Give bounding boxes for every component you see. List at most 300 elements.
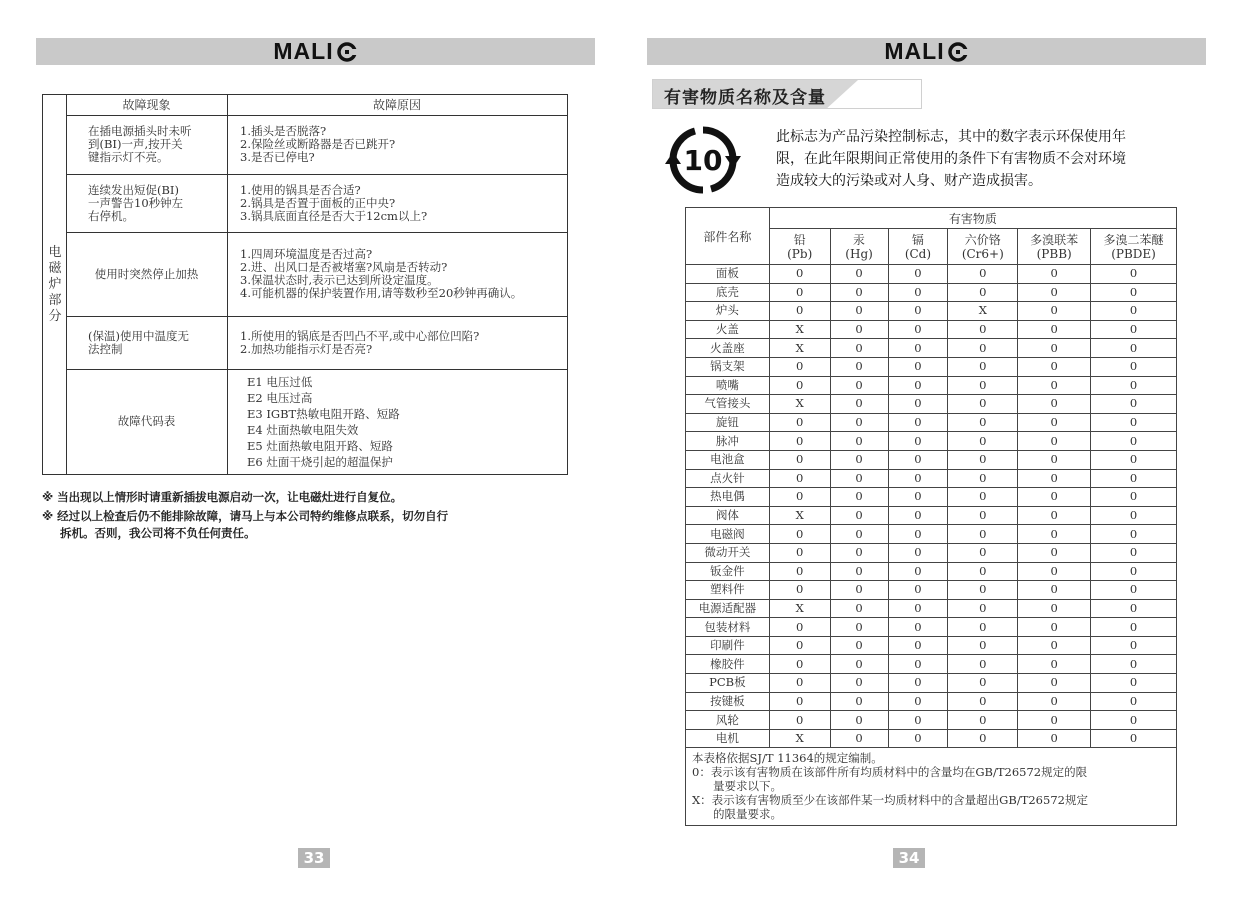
footnote-line: 本表格依据SJ/T 11364的规定编制。 [692, 751, 883, 766]
substance-value: 0 [830, 636, 888, 655]
fault-cause-line: E3 IGBT热敏电阻开路、短路 [247, 406, 400, 421]
substance-value: 0 [1018, 711, 1091, 730]
substance-value: 0 [1018, 265, 1091, 284]
brand-name: MALI [273, 38, 334, 64]
substance-value: 0 [830, 283, 888, 302]
substance-value: 0 [830, 320, 888, 339]
substance-value: 0 [769, 265, 830, 284]
substance-value: 0 [769, 711, 830, 730]
substance-value: 0 [769, 636, 830, 655]
substance-value: 0 [888, 692, 948, 711]
footnote-line: 0：表示该有害物质在该部件所有均质材料中的含量均在GB/T26572规定的限 [692, 765, 1088, 780]
substance-value: 0 [1018, 562, 1091, 581]
substance-value: 0 [1091, 729, 1177, 748]
intro-line: 限，在此年限期间正常使用的条件下有害物质不会对环境 [776, 151, 1126, 167]
fault-table [42, 94, 568, 475]
substance-value: 0 [948, 711, 1018, 730]
substance-value: 0 [1091, 618, 1177, 637]
substance-value: 0 [1091, 488, 1177, 507]
substance-value: 0 [830, 674, 888, 693]
substance-value: 0 [830, 562, 888, 581]
side-label-char: 电 [48, 244, 62, 260]
substance-value: 0 [948, 729, 1018, 748]
substance-header [769, 229, 830, 265]
table-row [686, 692, 1177, 711]
substance-value: 0 [769, 655, 830, 674]
substance-value: 0 [888, 618, 948, 637]
substance-value: 0 [1018, 376, 1091, 395]
table-footnotes [686, 748, 1177, 826]
substance-value: 0 [888, 655, 948, 674]
substance-value: 0 [888, 525, 948, 544]
substance-value: 0 [948, 376, 1018, 395]
substance-value: 0 [948, 265, 1018, 284]
page-number-right: 34 [893, 848, 925, 868]
substance-value: 0 [1091, 265, 1177, 284]
table-row [686, 450, 1177, 469]
substance-value: 0 [769, 376, 830, 395]
fault-cause-line: E6 灶面干烧引起的超温保护 [247, 454, 393, 469]
substance-value: 0 [1018, 636, 1091, 655]
brand-logo [884, 38, 968, 65]
table-row [686, 395, 1177, 414]
substance-value: 0 [1091, 283, 1177, 302]
substance-value: 0 [830, 450, 888, 469]
substance-value: 0 [1018, 357, 1091, 376]
table-row [686, 302, 1177, 321]
substance-symbol: (Cd) [904, 246, 932, 261]
part-name: 炉头 [686, 302, 770, 321]
substance-value: 0 [769, 692, 830, 711]
part-name: 气管接头 [686, 395, 770, 414]
section-side-label [43, 95, 66, 474]
table-row [686, 432, 1177, 451]
substance-value: 0 [888, 711, 948, 730]
substance-value: 0 [830, 339, 888, 358]
substance-value: X [769, 395, 830, 414]
substance-name: 多溴联苯 [1030, 232, 1079, 247]
part-name: 电磁阀 [686, 525, 770, 544]
substance-value: 0 [1091, 339, 1177, 358]
substance-value: 0 [769, 488, 830, 507]
substance-header [1091, 229, 1177, 265]
part-name: 电池盒 [686, 450, 770, 469]
substance-value: 0 [830, 692, 888, 711]
fault-cause-line: 1.四周环境温度是否过高? [240, 247, 373, 261]
intro-text [776, 126, 1171, 192]
substance-value: 0 [830, 543, 888, 562]
fault-cause [240, 232, 570, 316]
substance-value: 0 [1091, 581, 1177, 600]
substance-value: 0 [769, 469, 830, 488]
substance-value: 0 [1018, 581, 1091, 600]
substance-value: 0 [769, 525, 830, 544]
substance-value: 0 [769, 674, 830, 693]
substance-value: 0 [888, 636, 948, 655]
table-row [686, 488, 1177, 507]
note-2: ※ 经过以上检查后仍不能排除故障，请马上与本公司特约维修点联系，切勿自行 [42, 509, 449, 523]
footnote-line-cont: 的限量要求。 [713, 807, 782, 822]
substance-value: 0 [769, 432, 830, 451]
substance-value: 0 [948, 599, 1018, 618]
part-name: 电源适配器 [686, 599, 770, 618]
substance-value: 0 [1091, 376, 1177, 395]
part-name: 橡胶件 [686, 655, 770, 674]
substance-value: 0 [948, 618, 1018, 637]
substance-value: 0 [1091, 302, 1177, 321]
table-row [686, 636, 1177, 655]
fault-cause [247, 369, 577, 474]
brand-mark-icon [947, 41, 969, 63]
substance-value: 0 [1018, 655, 1091, 674]
fault-cause-line: 3.保温状态时,表示已达到所设定温度。 [240, 273, 439, 287]
table-row [686, 543, 1177, 562]
part-name-header: 部件名称 [686, 208, 770, 265]
side-label-char: 部 [48, 292, 62, 308]
substance-value: 0 [948, 692, 1018, 711]
fault-phenomenon-line: 连续发出短促(BI) [88, 182, 179, 197]
substance-value: 0 [1091, 636, 1177, 655]
substance-value: 0 [830, 432, 888, 451]
fault-phenomenon-line: 到(BI)一声,按开关 [88, 137, 183, 151]
substance-value: 0 [830, 357, 888, 376]
brand-name: MALI [884, 38, 945, 64]
substance-value: 0 [830, 469, 888, 488]
fault-cause-line: E2 电压过高 [247, 390, 313, 405]
substance-value: 0 [1091, 320, 1177, 339]
substance-value: 0 [1018, 339, 1091, 358]
substance-value: 0 [888, 432, 948, 451]
table-row [686, 581, 1177, 600]
substance-value: 0 [1018, 599, 1091, 618]
substance-name: 镉 [911, 232, 924, 247]
intro-line: 造成较大的污染或对人身、财产造成损害。 [776, 173, 1042, 189]
part-name: 钣金件 [686, 562, 770, 581]
substance-value: 0 [888, 395, 948, 414]
fault-cause-line: 3.是否已停电? [240, 150, 315, 164]
substance-value: 0 [888, 506, 948, 525]
substance-value: 0 [830, 655, 888, 674]
table-row [686, 599, 1177, 618]
part-name: 风轮 [686, 711, 770, 730]
footnote-line-cont: 量要求以下。 [713, 779, 782, 794]
brand-logo [273, 38, 357, 65]
table-row [686, 711, 1177, 730]
substance-value: 0 [888, 543, 948, 562]
substance-value: 0 [1091, 469, 1177, 488]
substance-symbol: (Hg) [845, 246, 873, 261]
substance-value: 0 [830, 599, 888, 618]
substance-value: 0 [1018, 692, 1091, 711]
part-name: 印刷件 [686, 636, 770, 655]
substance-value: 0 [1018, 413, 1091, 432]
substance-value: 0 [1091, 692, 1177, 711]
part-name: 点火针 [686, 469, 770, 488]
side-label-char: 磁 [48, 260, 62, 276]
substance-symbol: (Pb) [787, 246, 813, 261]
part-name: 微动开关 [686, 543, 770, 562]
part-name: 旋钮 [686, 413, 770, 432]
fault-phenomenon-line: 法控制 [88, 341, 123, 356]
fault-phenomenon [66, 369, 227, 474]
substance-value: 0 [1018, 674, 1091, 693]
substance-value: 0 [769, 543, 830, 562]
footnote-line: X：表示该有害物质至少在该部件某一均质材料中的含量超出GB/T26572规定 [692, 793, 1088, 808]
fault-cause [240, 174, 570, 232]
substance-value: 0 [888, 320, 948, 339]
substance-value: 0 [948, 655, 1018, 674]
substance-value: 0 [1091, 432, 1177, 451]
part-name: 喷嘴 [686, 376, 770, 395]
substance-value: 0 [948, 581, 1018, 600]
substance-value: 0 [1091, 413, 1177, 432]
substance-value: 0 [1091, 450, 1177, 469]
substance-value: 0 [1091, 506, 1177, 525]
substance-name: 六价铬 [964, 232, 1001, 247]
substance-value: X [769, 506, 830, 525]
substance-value: 0 [1018, 450, 1091, 469]
substance-value: 0 [948, 320, 1018, 339]
substance-value: 0 [1018, 618, 1091, 637]
fault-cause-line: 1.所使用的锅底是否凹凸不平,或中心部位凹陷? [240, 328, 480, 343]
table-row [686, 413, 1177, 432]
substance-value: 0 [948, 543, 1018, 562]
brand-mark-icon [336, 41, 358, 63]
section-title-tag [652, 79, 922, 109]
fault-phenomenon-line: 一声警告10秒钟左 [88, 195, 184, 210]
side-label-text [49, 245, 61, 325]
table-row [686, 618, 1177, 637]
substance-value: 0 [1018, 432, 1091, 451]
substance-value: 0 [769, 581, 830, 600]
pollution-control-logo-icon [665, 126, 741, 194]
substance-value: 0 [888, 265, 948, 284]
fault-cause-line: E4 灶面热敏电阻失效 [247, 422, 359, 437]
fault-cause-line: 1.使用的锅具是否合适? [240, 182, 361, 197]
fault-cause-line: 2.保险丝或断路器是否已跳开? [240, 137, 396, 151]
substance-value: 0 [830, 488, 888, 507]
fault-phenomenon [66, 174, 227, 232]
table-row [686, 655, 1177, 674]
side-label-char: 分 [48, 308, 62, 324]
substance-value: 0 [888, 357, 948, 376]
fault-cause [240, 115, 570, 174]
substance-value: 0 [1018, 469, 1091, 488]
substance-value: 0 [948, 506, 1018, 525]
substance-value: 0 [888, 599, 948, 618]
substance-value: 0 [830, 302, 888, 321]
note-1: ※ 当出现以上情形时请重新插拔电源启动一次，让电磁灶进行自复位。 [42, 490, 403, 504]
substance-value: 0 [948, 525, 1018, 544]
substance-value: 0 [948, 357, 1018, 376]
substance-value: 0 [1091, 674, 1177, 693]
page-number-left: 33 [298, 848, 330, 868]
header-cause: 故障原因 [372, 98, 421, 112]
fault-phenomenon-line: 右停机。 [88, 208, 134, 223]
fault-cause-line: 4.可能机器的保护装置作用,请等数秒至20秒钟再确认。 [240, 286, 523, 300]
note-2-cont: 拆机。否则，我公司将不负任何责任。 [60, 526, 256, 540]
substance-value: 0 [1018, 543, 1091, 562]
substance-value: 0 [948, 413, 1018, 432]
part-name: PCB板 [686, 674, 770, 693]
substance-value: 0 [1018, 283, 1091, 302]
substance-value: 0 [769, 562, 830, 581]
substance-value: 0 [948, 469, 1018, 488]
fault-phenomenon-line: (保温)使用中温度无 [88, 328, 189, 343]
substance-header [830, 229, 888, 265]
substance-value: 0 [948, 339, 1018, 358]
substance-value: 0 [1018, 488, 1091, 507]
substance-value: 0 [1091, 357, 1177, 376]
substance-value: 0 [830, 711, 888, 730]
substance-value: 0 [830, 376, 888, 395]
fault-phenomenon-line: 故障代码表 [117, 414, 176, 428]
substance-header [888, 229, 948, 265]
fault-cause-line: 2.锅具是否置于面板的正中央? [240, 195, 396, 210]
substance-value: 0 [1018, 395, 1091, 414]
substance-value: 0 [830, 395, 888, 414]
substance-header [1018, 229, 1091, 265]
substance-value: 0 [830, 413, 888, 432]
substance-value: 0 [888, 562, 948, 581]
substance-value: 0 [830, 729, 888, 748]
substance-value: 0 [948, 283, 1018, 302]
substance-value: X [948, 302, 1018, 321]
header-phenomenon: 故障现象 [122, 98, 171, 112]
substance-value: 0 [830, 618, 888, 637]
substance-value: X [769, 599, 830, 618]
fault-phenomenon [66, 316, 227, 369]
substance-value: 0 [830, 581, 888, 600]
substance-value: 0 [769, 357, 830, 376]
fault-phenomenon-line: 使用时突然停止加热 [94, 266, 199, 281]
substance-value: 0 [1018, 729, 1091, 748]
part-name: 热电偶 [686, 488, 770, 507]
substance-value: X [769, 339, 830, 358]
substance-value: 0 [948, 636, 1018, 655]
table-row [686, 376, 1177, 395]
substance-value: 0 [888, 283, 948, 302]
substance-value: 0 [830, 265, 888, 284]
fault-cause-line: 2.进、出风口是否被堵塞?风扇是否转动? [240, 260, 448, 274]
part-name: 火盖 [686, 320, 770, 339]
part-name: 底壳 [686, 283, 770, 302]
part-name: 电机 [686, 729, 770, 748]
substance-value: 0 [948, 432, 1018, 451]
fault-cause [240, 316, 570, 369]
fault-cause-line: 2.加热功能指示灯是否亮? [240, 341, 373, 356]
substance-value: 0 [888, 581, 948, 600]
substance-value: 0 [1018, 525, 1091, 544]
part-name: 锅支架 [686, 357, 770, 376]
substance-name: 汞 [853, 232, 866, 247]
substance-value: 0 [888, 469, 948, 488]
substance-value: 0 [1091, 395, 1177, 414]
substance-value: 0 [1091, 655, 1177, 674]
table-row [686, 525, 1177, 544]
table-row [686, 729, 1177, 748]
table-row [686, 469, 1177, 488]
substance-value: 0 [888, 488, 948, 507]
hazardous-substance-table [685, 207, 1177, 826]
substance-header [948, 229, 1018, 265]
part-name: 脉冲 [686, 432, 770, 451]
substance-value: 0 [1018, 320, 1091, 339]
substance-value: 0 [888, 302, 948, 321]
substance-symbol: (PBDE) [1111, 246, 1156, 261]
substance-value: 0 [948, 488, 1018, 507]
table-row [686, 283, 1177, 302]
substance-value: 0 [1018, 302, 1091, 321]
substance-value: 0 [1091, 525, 1177, 544]
table-row [686, 357, 1177, 376]
substance-value: 0 [1091, 599, 1177, 618]
intro-line: 此标志为产品污染控制标志，其中的数字表示环保使用年 [776, 129, 1126, 145]
substance-name: 铅 [793, 232, 806, 247]
fault-phenomenon-line: 键指示灯不亮。 [88, 150, 169, 164]
part-name: 塑料件 [686, 581, 770, 600]
substance-value: X [769, 320, 830, 339]
substance-value: 0 [888, 413, 948, 432]
substance-name: 多溴二苯醚 [1103, 232, 1164, 247]
substance-value: 0 [769, 413, 830, 432]
fault-phenomenon [66, 115, 227, 174]
part-name: 火盖座 [686, 339, 770, 358]
substance-value: 0 [769, 618, 830, 637]
substance-value: 0 [888, 729, 948, 748]
fault-phenomenon [66, 232, 227, 316]
substance-symbol: (Cr6+) [961, 246, 1004, 261]
left-header-bar [36, 38, 595, 65]
substance-value: 0 [888, 376, 948, 395]
substance-value: 0 [830, 506, 888, 525]
part-name: 按键板 [686, 692, 770, 711]
substance-value: 0 [1091, 562, 1177, 581]
substance-value: 0 [948, 562, 1018, 581]
fault-cause-line: E5 灶面热敏电阻开路、短路 [247, 438, 393, 453]
table-row [686, 562, 1177, 581]
table-row [686, 674, 1177, 693]
fault-cause-line: 1.插头是否脱落? [240, 124, 327, 138]
substance-value: 0 [948, 450, 1018, 469]
substance-symbol: (PBB) [1036, 246, 1072, 261]
logo-number: 10 [683, 144, 723, 177]
substance-value: 0 [948, 674, 1018, 693]
part-name: 面板 [686, 265, 770, 284]
side-label-char: 炉 [48, 276, 62, 292]
table-row [686, 265, 1177, 284]
right-header-bar [647, 38, 1206, 65]
substance-value: 0 [769, 283, 830, 302]
fault-phenomenon-line: 在插电源插头时未听 [88, 124, 192, 138]
substance-value: 0 [1091, 711, 1177, 730]
section-title: 有害物质名称及含量 [664, 88, 826, 108]
substance-value: 0 [948, 395, 1018, 414]
substance-value: 0 [888, 339, 948, 358]
fault-cause-line: E1 电压过低 [247, 374, 313, 389]
substance-value: 0 [769, 450, 830, 469]
substance-value: 0 [888, 450, 948, 469]
substance-group-header: 有害物质 [769, 208, 1176, 229]
substance-value: 0 [1091, 543, 1177, 562]
part-name: 阀体 [686, 506, 770, 525]
table-row [686, 320, 1177, 339]
substance-value: 0 [769, 302, 830, 321]
substance-value: 0 [1018, 506, 1091, 525]
fault-cause-line: 3.锅具底面直径是否大于12cm以上? [240, 208, 428, 223]
table-row [686, 506, 1177, 525]
substance-value: 0 [888, 674, 948, 693]
